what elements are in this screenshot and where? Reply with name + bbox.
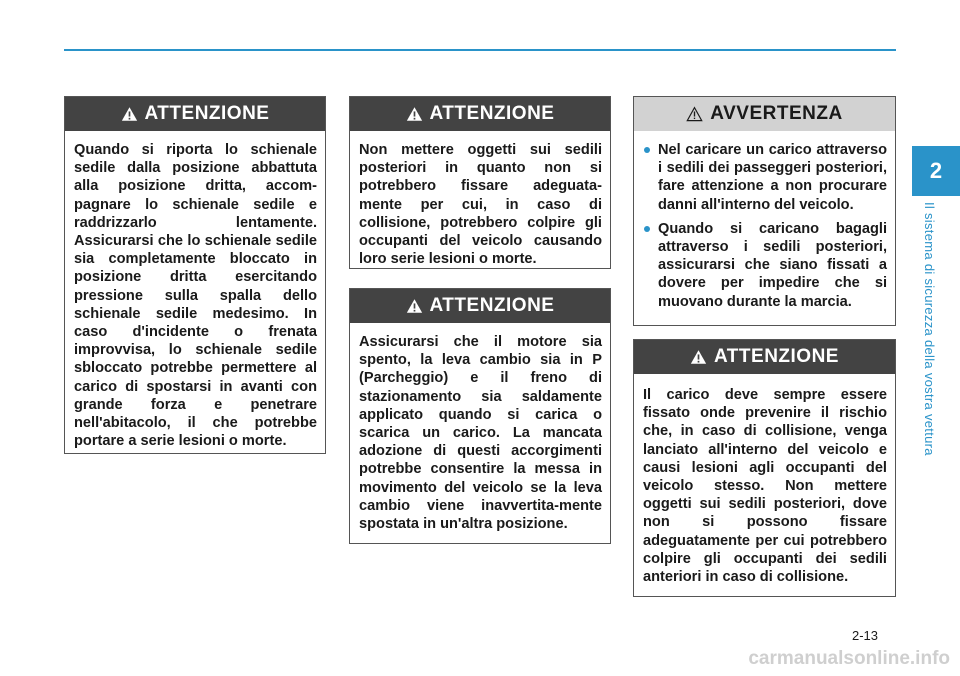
warning-triangle-icon — [686, 106, 703, 122]
caution-bullet-item: Nel caricare un carico attraverso i sedili dei passeggeri posteriori, fare attenzione a non procurare danni all'interno del veicolo. — [643, 141, 887, 214]
warning-box-header — [65, 97, 325, 131]
warning-box-title: ATTENZIONE — [429, 295, 555, 316]
warning-box-title: ATTENZIONE — [429, 103, 555, 124]
caution-bullet-list — [643, 141, 887, 311]
warning-box-cargo-fixed — [633, 339, 896, 597]
warning-box-header — [350, 97, 610, 131]
warning-box-text: Quando si riporta lo schienale sedile dalla posizione abbattuta alla posizione dritta, accom-pagnare lo schienale sedile e raddrizzarlo lentamente. Assicurarsi che lo schienale sedile sia completamente bloccato in posizione dritta esercitando pressione sulla spalla dello schienale sedile medesimo. In caso d'incidente o frenata improvvisa, lo schienale sedile sbloccato potrebbe permettere al carico di spostarsi in avanti con grande forza e penetrare nell'abitacolo, il che potrebbe portare a serie lesioni o morte. — [74, 142, 317, 450]
caution-box-header — [634, 97, 895, 131]
chapter-number: 2 — [929, 158, 943, 183]
warning-triangle-icon — [121, 106, 138, 122]
warning-box-text: Assicurarsi che il motore sia spento, la leva cambio sia in P (Parcheggio) e il freno di stazionamento sia saldamente applicato quando si carica o scarica un carico. La mancata adozione di questi accorgimenti potrebbe consentire la messa in movimento del veicolo se la leva cambio viene inavvertita-mente spostata in un'altra posizione. — [359, 334, 602, 533]
warning-box-engine-off — [349, 288, 611, 544]
top-rule — [64, 49, 896, 51]
warning-triangle-icon — [406, 298, 423, 314]
caution-box-text — [634, 131, 895, 327]
chapter-title: Il sistema di sicurezza della vostra vettura — [922, 202, 937, 456]
footer-watermark: carmanualsonline.info — [748, 648, 950, 669]
chapter-number-tab — [912, 146, 960, 196]
warning-box-rear-seats — [349, 96, 611, 269]
caution-bullet-item: Quando si caricano bagagli attraverso i sedili posteriori, assicurarsi che siano fissati a dovere per impedire che si muovano durante la marcia. — [643, 220, 887, 311]
warning-box-text: Il carico deve sempre essere fissato onde prevenire il rischio che, in caso di collisione, venga lanciato all'interno del veicolo e causi lesioni agli occupanti del veicolo stesso. Non mettere oggetti sui sedili posteriori, dove non si possono fissare adeguatamente per cui potrebbero colpire gli occupanti dei sedili anteriori in caso di collisione. — [643, 387, 887, 586]
page-number: 2-13 — [852, 628, 879, 643]
warning-triangle-icon — [690, 349, 707, 365]
warning-box-title: ATTENZIONE — [714, 346, 839, 367]
warning-triangle-icon — [406, 106, 423, 122]
warning-box-header — [634, 340, 895, 374]
warning-box-seatback — [64, 96, 326, 454]
warning-box-text: Non mettere oggetti sui sedili posteriori in quanto non si potrebbero fissare adeguata-mente per cui, in caso di collisione, potrebbero colpire gli occupanti del veicolo causando loro serie lesioni o morte. — [359, 142, 602, 268]
warning-box-header — [350, 289, 610, 323]
warning-box-title: ATTENZIONE — [144, 103, 270, 124]
caution-box-loading — [633, 96, 896, 326]
caution-box-title: AVVERTENZA — [710, 103, 843, 124]
